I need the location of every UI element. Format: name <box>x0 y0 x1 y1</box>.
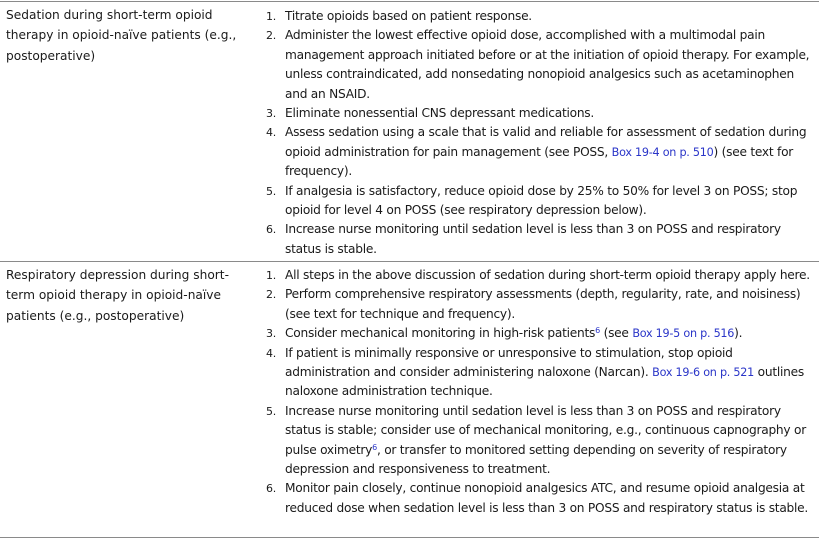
step-text: Increase nurse monitoring until sedation level is less than 3 on POSS and respiratory status is stable; consider use of mechanical monitoring, e.g., continuous capnography or pulse oximetry <box>285 403 806 457</box>
box-19-6-link[interactable]: Box 19-6 on p. 521 <box>652 366 755 380</box>
step-number: 3. <box>266 107 276 121</box>
step-text: All steps in the above discussion of sedation during short-term opioid therapy apply here. <box>285 268 810 282</box>
footnote-ref[interactable]: 6 <box>595 326 600 336</box>
step-number: 4. <box>266 346 276 360</box>
steps-list <box>263 266 815 518</box>
step-text: Assess sedation using a scale that is valid and reliable for assessment of sedation during opioid administration for pain management (see POSS, <box>285 125 807 159</box>
condition-cell: Respiratory depression during short-term opioid therapy in opioid-naïve patients (e.g., postoperative) <box>6 268 229 323</box>
step-text: , or transfer to monitored setting depending on severity of respiratory depression and responsiveness to treatment. <box>285 442 787 477</box>
step-item <box>263 7 815 26</box>
step-item <box>263 479 815 518</box>
step-number: 5. <box>266 184 276 198</box>
step-number: 2. <box>266 288 276 302</box>
step-text: ) (see text for frequency). <box>285 144 794 179</box>
step-text: ). <box>734 326 743 341</box>
step-text: Consider mechanical monitoring in high-risk patients <box>285 326 596 341</box>
step-item <box>263 344 815 402</box>
step-item <box>263 220 815 259</box>
step-number: 4. <box>266 126 276 140</box>
step-text: Increase nurse monitoring until sedation level is less than 3 on POSS and respiratory status is stable. <box>285 222 781 256</box>
step-text: Monitor pain closely, continue nonopioid analgesics ATC, and resume opioid analgesia at reduced dose when sedation level is less than 3 on POSS and respiratory status is stable. <box>285 481 809 515</box>
box-19-4-link[interactable]: Box 19-4 on p. 510 <box>611 145 714 159</box>
step-text: Eliminate nonessential CNS depressant medications. <box>285 106 595 121</box>
step-number: 6. <box>266 482 276 496</box>
step-text: Perform comprehensive respiratory assessments (depth, regularity, rate, and noisiness) (see text for technique and frequency). <box>285 287 801 321</box>
bottom-rule <box>0 537 819 538</box>
row-divider <box>0 261 819 262</box>
step-text: Titrate opioids based on patient response. <box>285 9 532 23</box>
step-item <box>263 26 815 104</box>
condition-cell: Sedation during short-term opioid therapy in opioid-naïve patients (e.g., postoperative) <box>6 8 237 63</box>
step-number: 1. <box>266 269 276 282</box>
step-item <box>263 402 815 480</box>
step-item <box>263 285 815 324</box>
top-rule <box>0 1 819 2</box>
step-text: (see <box>599 326 633 341</box>
step-item <box>263 266 815 285</box>
box-19-5-link[interactable]: Box 19-5 on p. 516 <box>632 327 735 341</box>
step-number: 5. <box>266 404 276 418</box>
step-text: If analgesia is satisfactory, reduce opioid dose by 25% to 50% for level 3 on POSS; stop opioid for level 4 on POSS (see respiratory depression below). <box>285 183 798 218</box>
step-item <box>263 324 815 343</box>
step-number: 1. <box>266 10 276 23</box>
step-number: 6. <box>266 223 276 237</box>
step-item <box>263 182 815 221</box>
step-number: 2. <box>266 29 276 43</box>
steps-list <box>263 7 815 259</box>
step-text: outlines naloxone administration technique. <box>285 365 804 399</box>
step-text: Administer the lowest effective opioid dose, accomplished with a multimodal pain management approach initiated before or at the initiation of opioid therapy. For example, unless contraindicated, add nonsedating nonopioid analgesics such as acetaminophen and an NSAID. <box>285 28 810 101</box>
footnote-ref[interactable]: 6 <box>372 442 377 452</box>
step-item <box>263 104 815 123</box>
step-item <box>263 123 815 181</box>
step-number: 3. <box>266 327 276 341</box>
step-text: If patient is minimally responsive or unresponsive to stimulation, stop opioid administration and consider administering naloxone (Narcan). <box>285 345 733 380</box>
